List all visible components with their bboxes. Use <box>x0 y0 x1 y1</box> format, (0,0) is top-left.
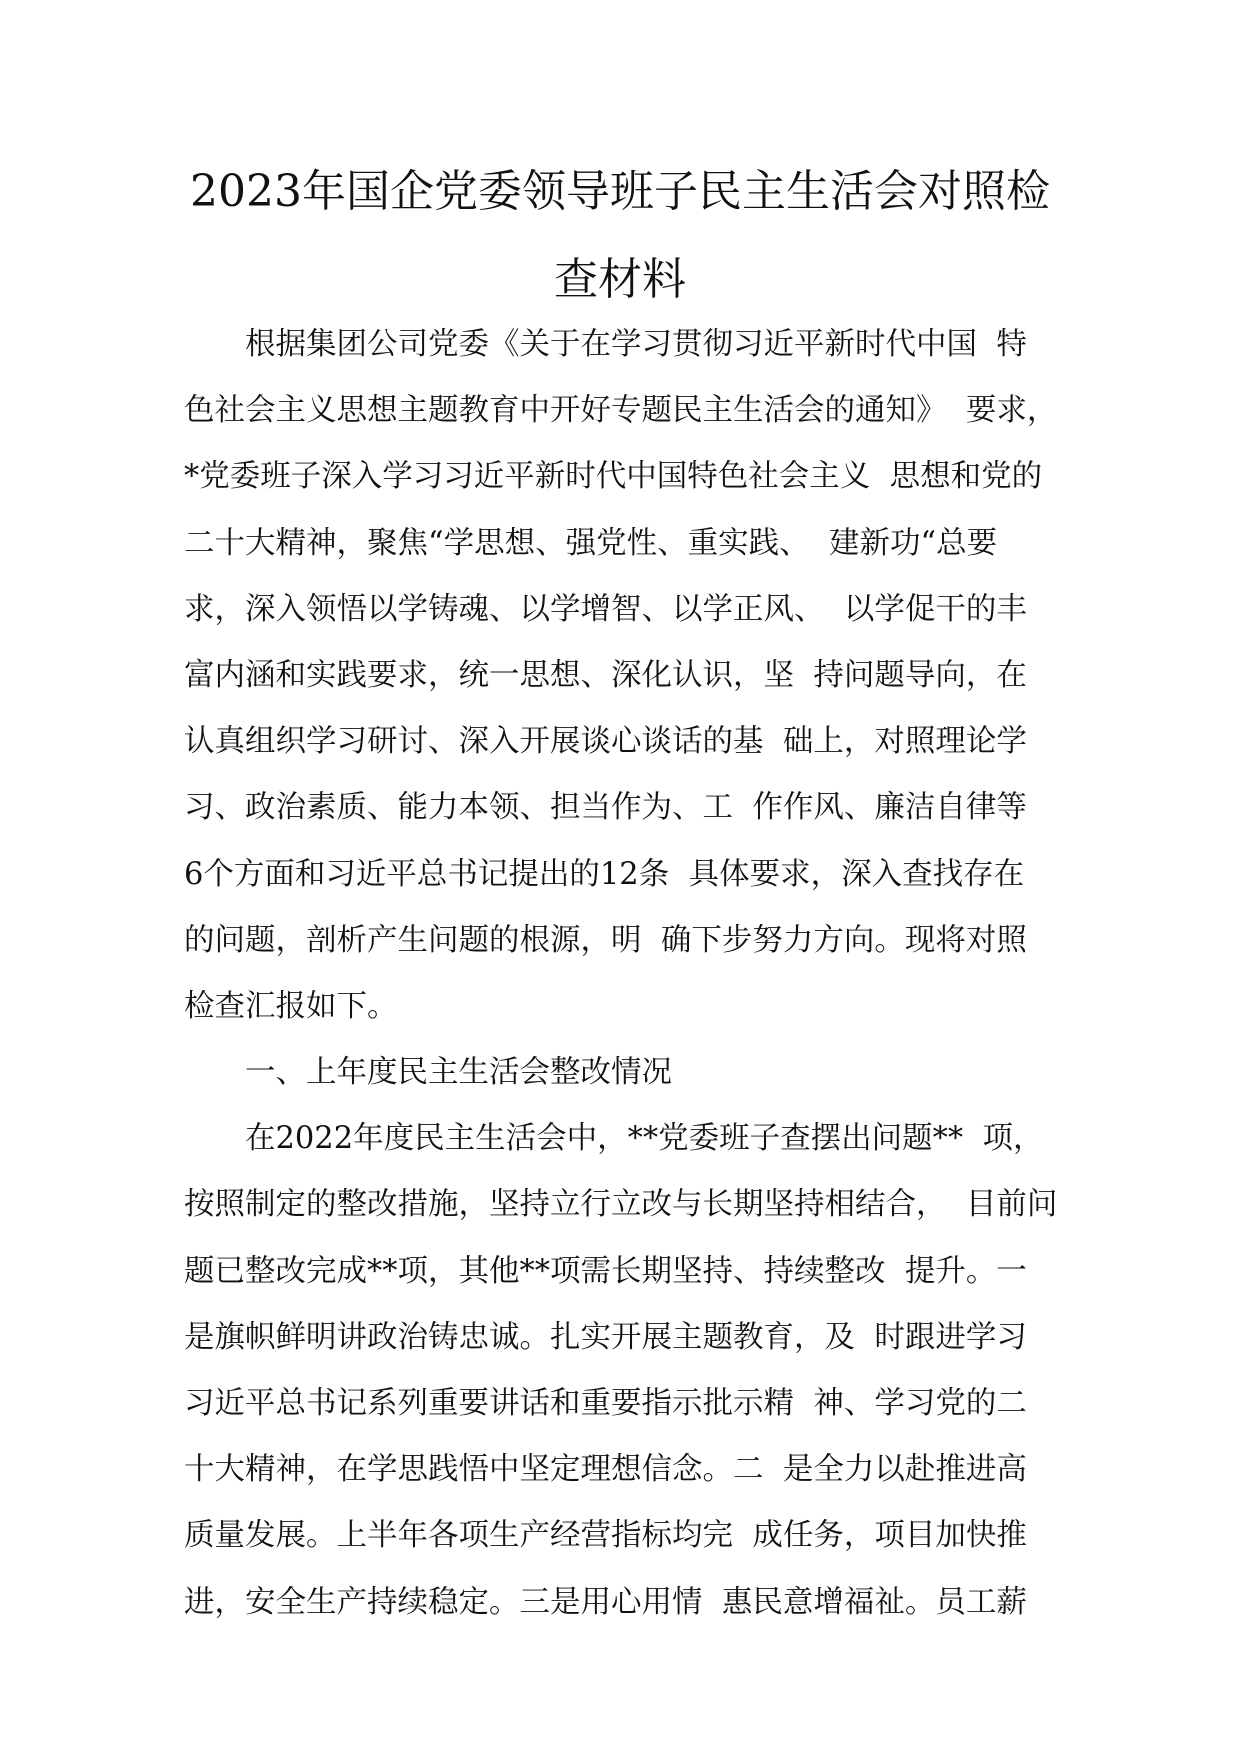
body-line: 按照制定的整改措施，坚持立行立改与长期坚持相结合， 目前问 <box>184 1187 1058 1223</box>
document-title <box>150 148 1090 324</box>
body-line: 色社会主义思想主题教育中开好专题民主生活会的通知》 要求， <box>184 393 1058 429</box>
title-line-2: 查材料 <box>554 254 686 305</box>
body-line: 认真组织学习研讨、深入开展谈心谈话的基 础上，对照理论学 <box>184 724 1027 760</box>
body-line: 求，深入领悟以学铸魂、以学增智、以学正风、 以学促干的丰 <box>184 591 1027 627</box>
body-line: 题已整改完成**项，其他**项需长期坚持、持续整改 提升。一 <box>184 1253 1027 1289</box>
body-line: 习近平总书记系列重要讲话和重要指示批示精 神、学习党的二 <box>184 1386 1027 1421</box>
body-line: 进，安全生产持续稳定。三是用心用情 惠民意增福祉。员工薪 <box>184 1584 1027 1620</box>
title-line-1: 2023年国企党委领导班子民主生活会对照检 <box>190 166 1050 217</box>
body-line: 富内涵和实践要求，统一思想、深化认识，坚 持问题导向，在 <box>184 657 1027 693</box>
body-line: 根据集团公司党委《关于在学习贯彻习近平新时代中国 特 <box>184 327 1027 362</box>
body-line: 是旗帜鲜明讲政治铸忠诚。扎实开展主题教育，及 时跟进学习 <box>184 1319 1027 1355</box>
section-heading: 一、上年度民主生活会整改情况 <box>184 1055 672 1091</box>
body-line: 的问题，剖析产生问题的根源，明 确下步努力方向。现将对照 <box>184 922 1027 958</box>
body-line: 6个方面和习近平总书记提出的12条 具体要求，深入查找存在 <box>184 856 1025 892</box>
body-line: 二十大精神，聚焦“学思想、强党性、重实践、 建新功“总要 <box>184 525 998 561</box>
body-line: 在2022年度民主生活会中，**党委班子查摆出问题** 项， <box>184 1121 1044 1157</box>
body-line: 习、政治素质、能力本领、担当作为、工 作作风、廉洁自律等 <box>184 790 1027 826</box>
document-body <box>184 312 1084 1636</box>
body-line: 十大精神，在学思践悟中坚定理想信念。二 是全力以赴推进高 <box>184 1452 1027 1488</box>
body-line: 质量发展。上半年各项生产经营指标均完 成任务，项目加快推 <box>184 1518 1027 1554</box>
body-line: *党委班子深入学习习近平新时代中国特色社会主义 思想和党的 <box>184 459 1043 495</box>
body-line: 检查汇报如下。 <box>184 988 398 1024</box>
